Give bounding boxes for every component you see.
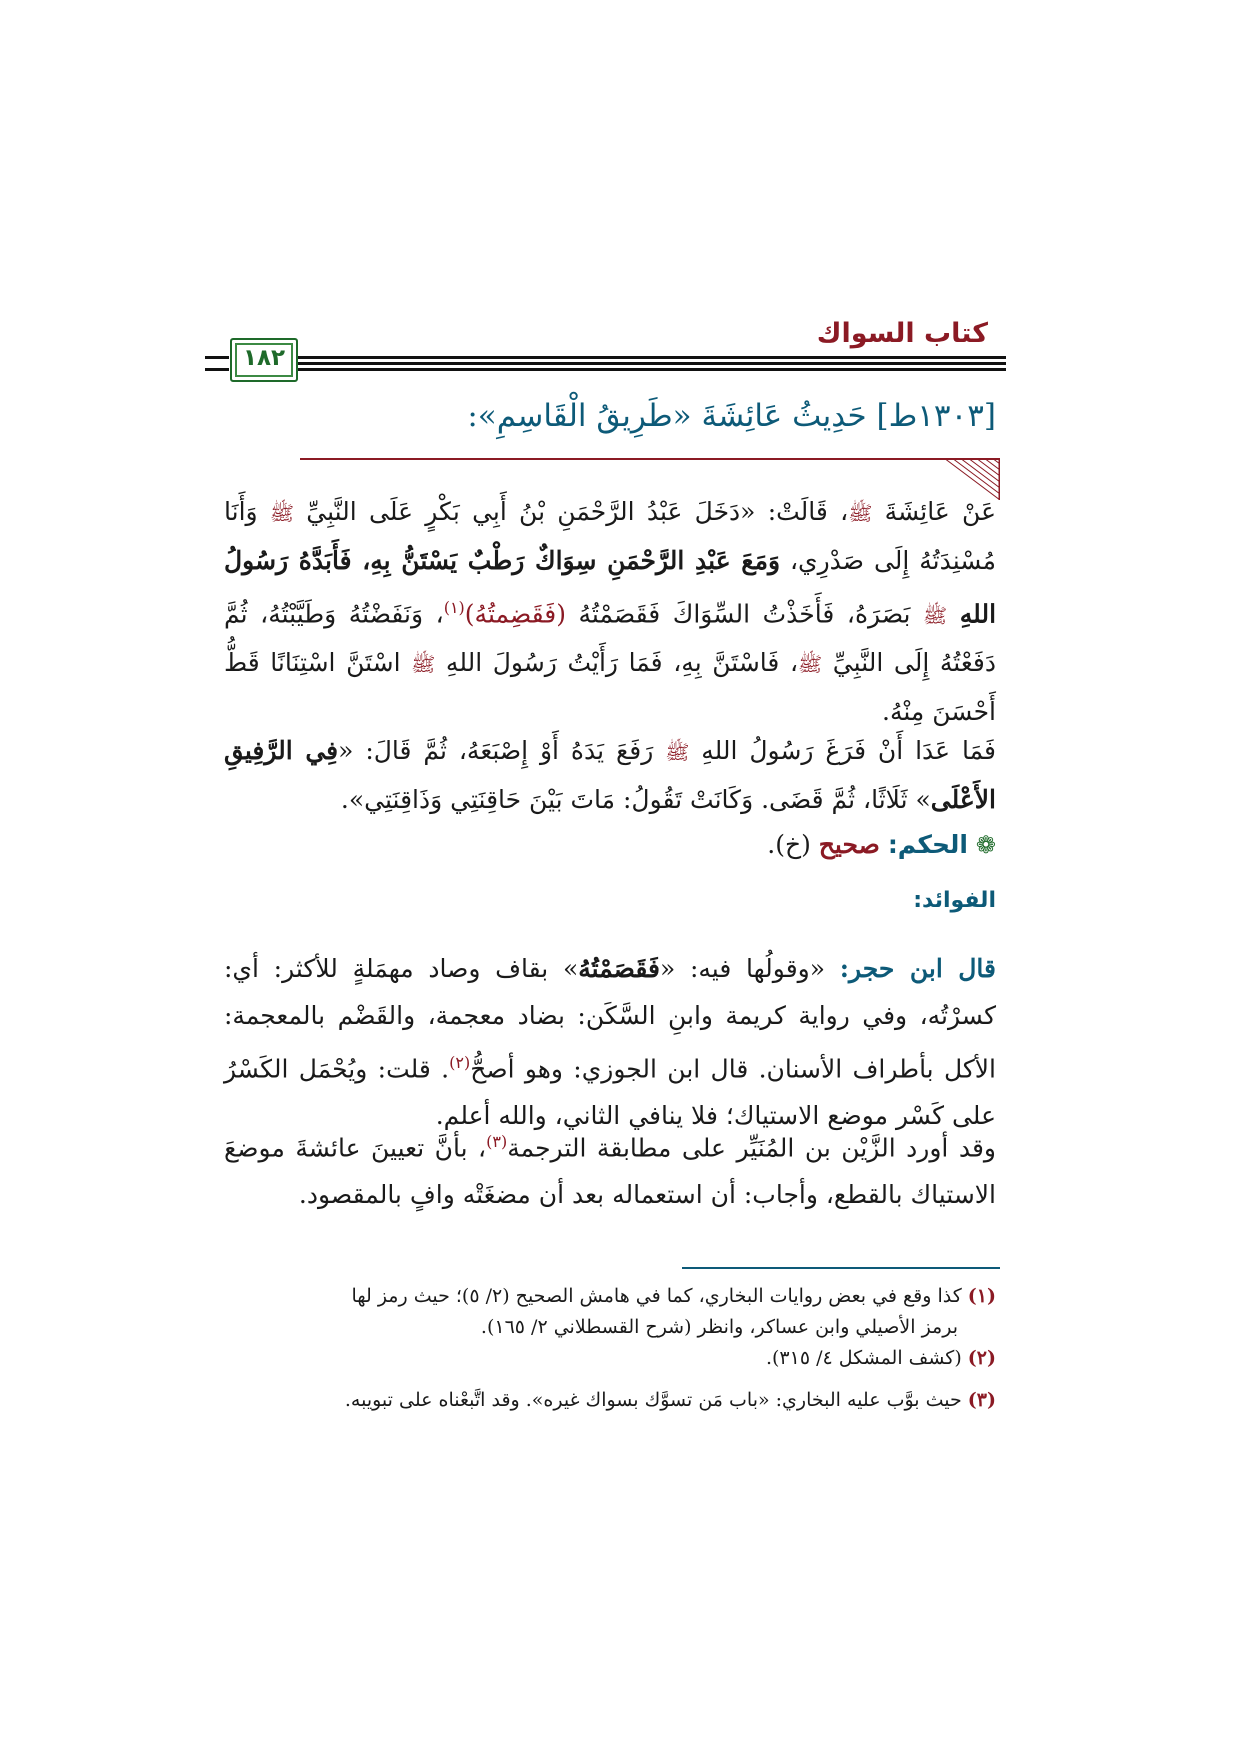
footnote-ref-2[interactable]: (٢) [449, 1053, 471, 1072]
footnote-text: حيث بوَّب عليه البخاري: «باب مَن تسوَّك بسواك غيره». وقد اتَّبعْناه على تبويبه. [344, 1389, 968, 1411]
hadith-text: وَأَنَا مُسْنِدَتُهُ إِلَى صَدْرِي، [224, 497, 996, 575]
benefits-heading: الفوائد: [913, 888, 996, 913]
hadith-text: رَفَعَ يَدَهُ أَوْ إِصْبَعَهُ، ثُمَّ قَالَ: « [338, 736, 666, 765]
radiya-glyph: ﷺ [848, 501, 873, 525]
header-rule [205, 368, 229, 371]
header-rule [283, 356, 1006, 359]
salla-glyph: ﷺ [269, 501, 295, 525]
salla-glyph: ﷺ [411, 652, 436, 677]
title-underline [300, 458, 1000, 460]
ruling-value: صحيح [818, 830, 880, 859]
header-rule [205, 356, 229, 359]
footnote-2 [224, 1343, 996, 1374]
hadith-text: عَنْ عَائِشَةَ [872, 497, 996, 526]
footnote-ref-3[interactable]: (٣) [486, 1132, 508, 1151]
hadith-text: ، فَاسْتَنَّ بِهِ، فَمَا رَأَيْتُ رَسُولَ اللهِ [435, 648, 799, 678]
benefits-paragraph-2 [224, 1118, 996, 1218]
rosette-icon: ❁ [975, 831, 996, 859]
hadith-text: ، وَنَفَضْتُهُ وَطَيَّبْتُهُ، ثُمَّ دَفَعْتُهُ إِلَى النَّبِيِّ [224, 599, 996, 678]
footnote-ref-1[interactable]: (١) [443, 598, 465, 617]
footnote-text: كذا وقع في بعض روايات البخاري، كما في هامش الصحيح (٢/ ٥)؛ حيث رمز لها [351, 1285, 968, 1307]
hadith-title: [١٣٠٣ط] حَدِيثُ عَائِشَةَ «طَرِيقُ الْقَاسِمِ»: [467, 398, 996, 434]
hadith-text-paragraph-1 [224, 488, 996, 735]
quoted-word: فَقَصَمْتُهُ [578, 954, 660, 983]
benefit-text: وقد أورد الزَّيْن بن المُنَيِّر على مطابقة الترجمة [507, 1133, 996, 1163]
ruling-label: الحكم: [887, 830, 968, 859]
variant-reading: (فَقَضِمتُهُ) [464, 599, 566, 629]
salla-glyph: ﷺ [798, 652, 823, 677]
salla-glyph: ﷺ [665, 740, 690, 764]
footnote-separator [682, 1267, 1000, 1269]
hadith-text: بَصَرَهُ، فَأَخَذْتُ السِّوَاكَ فَقَصَمْتُهُ [565, 599, 924, 629]
benefit-text: ، بأنَّ تعيينَ عائشةَ موضعَ الاستياك بالقطع، وأجاب: أن استعماله بعد أن مضغَتْه وافٍ بالمقصود. [224, 1133, 996, 1210]
footnote-text: (كشف المشكل ٤/ ٣١٥). [765, 1347, 968, 1369]
ruling-source: (خ). [767, 830, 819, 859]
hadith-text: اسْتَنَّ اسْتِنَانًا قَطُّ أَحْسَنَ مِنْهُ. [224, 648, 996, 727]
ruling-line [767, 830, 996, 859]
benefit-text: . قلت: ويُحْمَل الكَسْرُ على كَسْر موضع الاستياك؛ فلا ينافي الثاني، والله أعلم. [224, 1054, 996, 1131]
footnote-text-continued: برمز الأصيلي وابن عساكر، وانظر (شرح القسطلاني ٢/ ١٦٥). [480, 1316, 958, 1338]
footnote-number: (٢) [967, 1347, 996, 1369]
footnote-1 [224, 1281, 996, 1343]
footnote-3 [224, 1385, 996, 1416]
page-number: ١٨٢ [242, 345, 286, 371]
scholar-name: قال ابن حجر: [839, 954, 996, 983]
benefit-text: » بقاف وصاد مهمَلةٍ للأكثر: أي: كسرْتُه، وفي رواية كريمة وابنِ السَّكَن: بضاد معجمة، والقَضْم بالمعجمة: الأكل بأطراف الأسنان. قال ابن الجوزي: وهو أصحُّ [224, 954, 996, 1084]
benefit-text: «وقولُها فيه: « [659, 954, 840, 983]
benefits-paragraph-1 [224, 945, 996, 1139]
page-number-frame [230, 338, 298, 382]
hadith-text: ، قَالَتْ: «دَخَلَ عَبْدُ الرَّحْمَنِ بْنُ أَبِي بَكْرٍ عَلَى النَّبِيِّ [294, 497, 849, 526]
hadith-text-paragraph-2 [224, 727, 996, 823]
hadith-bold-text: فِي الرَّفِيقِ الأَعْلَى [224, 736, 996, 814]
footnote-number: (٣) [967, 1389, 996, 1411]
hadith-bold-text: وَمَعَ عَبْدِ الرَّحْمَنِ سِوَاكٌ رَطْبٌ يَسْتَنُّ بِهِ، فَأَبَدَّهُ رَسُولُ اللهِ [224, 546, 997, 629]
header-rule [283, 368, 1006, 371]
running-header-title: كتاب السواك [816, 318, 988, 349]
salla-glyph: ﷺ [923, 603, 948, 628]
header-rule [283, 362, 1006, 365]
footnote-number: (١) [967, 1285, 996, 1307]
hadith-text: » ثَلَاثًا، ثُمَّ قَضَى. وَكَانَتْ تَقُولُ: مَاتَ بَيْنَ حَاقِنَتِي وَذَاقِنَتِي». [340, 785, 931, 814]
hadith-text: فَمَا عَدَا أَنْ فَرَغَ رَسُولُ اللهِ [689, 736, 997, 765]
